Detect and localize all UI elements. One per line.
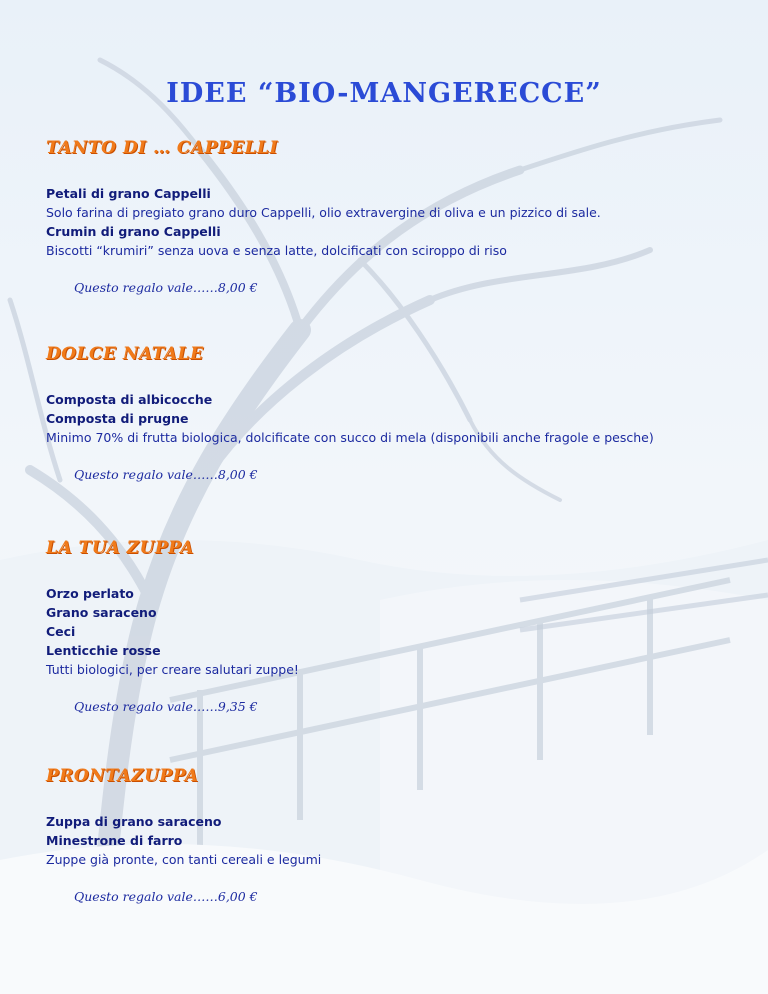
product-name: Petali di grano Cappelli: [46, 186, 211, 201]
section-heading: TANTO DI … CAPPELLI: [46, 138, 278, 158]
price-line: Questo regalo vale……8,00 €: [74, 467, 258, 482]
product-description: Biscotti “krumiri” senza uova e senza latte, dolcificati con sciroppo di riso: [46, 243, 507, 258]
product-description: Minimo 70% di frutta biologica, dolcificate con succo di mela (disponibili anche fragole e pesche): [46, 430, 654, 445]
page-title: IDEE “BIO-MANGERECCE”: [166, 78, 602, 109]
section-la-tua-zuppa: [46, 538, 746, 714]
product-description: Tutti biologici, per creare salutari zuppe!: [46, 662, 299, 677]
product-name: Orzo perlato: [46, 586, 134, 601]
section-dolce-natale: [46, 344, 746, 482]
section-heading: LA TUA ZUPPA: [46, 538, 194, 558]
price-line: Questo regalo vale……8,00 €: [74, 280, 258, 295]
product-name: Minestrone di farro: [46, 833, 183, 848]
product-name: Lenticchie rosse: [46, 643, 161, 658]
product-description: Solo farina di pregiato grano duro Cappelli, olio extravergine di oliva e un pizzico di sale.: [46, 205, 601, 220]
product-description: Zuppe già pronte, con tanti cereali e legumi: [46, 852, 322, 867]
product-name: Composta di albicocche: [46, 392, 213, 407]
price-line: Questo regalo vale……6,00 €: [74, 889, 258, 904]
price-line: Questo regalo vale……9,35 €: [74, 699, 258, 714]
section-heading: DOLCE NATALE: [46, 344, 204, 364]
product-name: Zuppa di grano saraceno: [46, 814, 222, 829]
product-name: Grano saraceno: [46, 605, 157, 620]
product-name: Crumin di grano Cappelli: [46, 224, 221, 239]
product-name: Ceci: [46, 624, 76, 639]
section-prontazuppa: [46, 766, 746, 904]
section-tanto-di-cappelli: [46, 138, 746, 295]
product-name: Composta di prugne: [46, 411, 189, 426]
section-heading: PRONTAZUPPA: [46, 766, 199, 786]
